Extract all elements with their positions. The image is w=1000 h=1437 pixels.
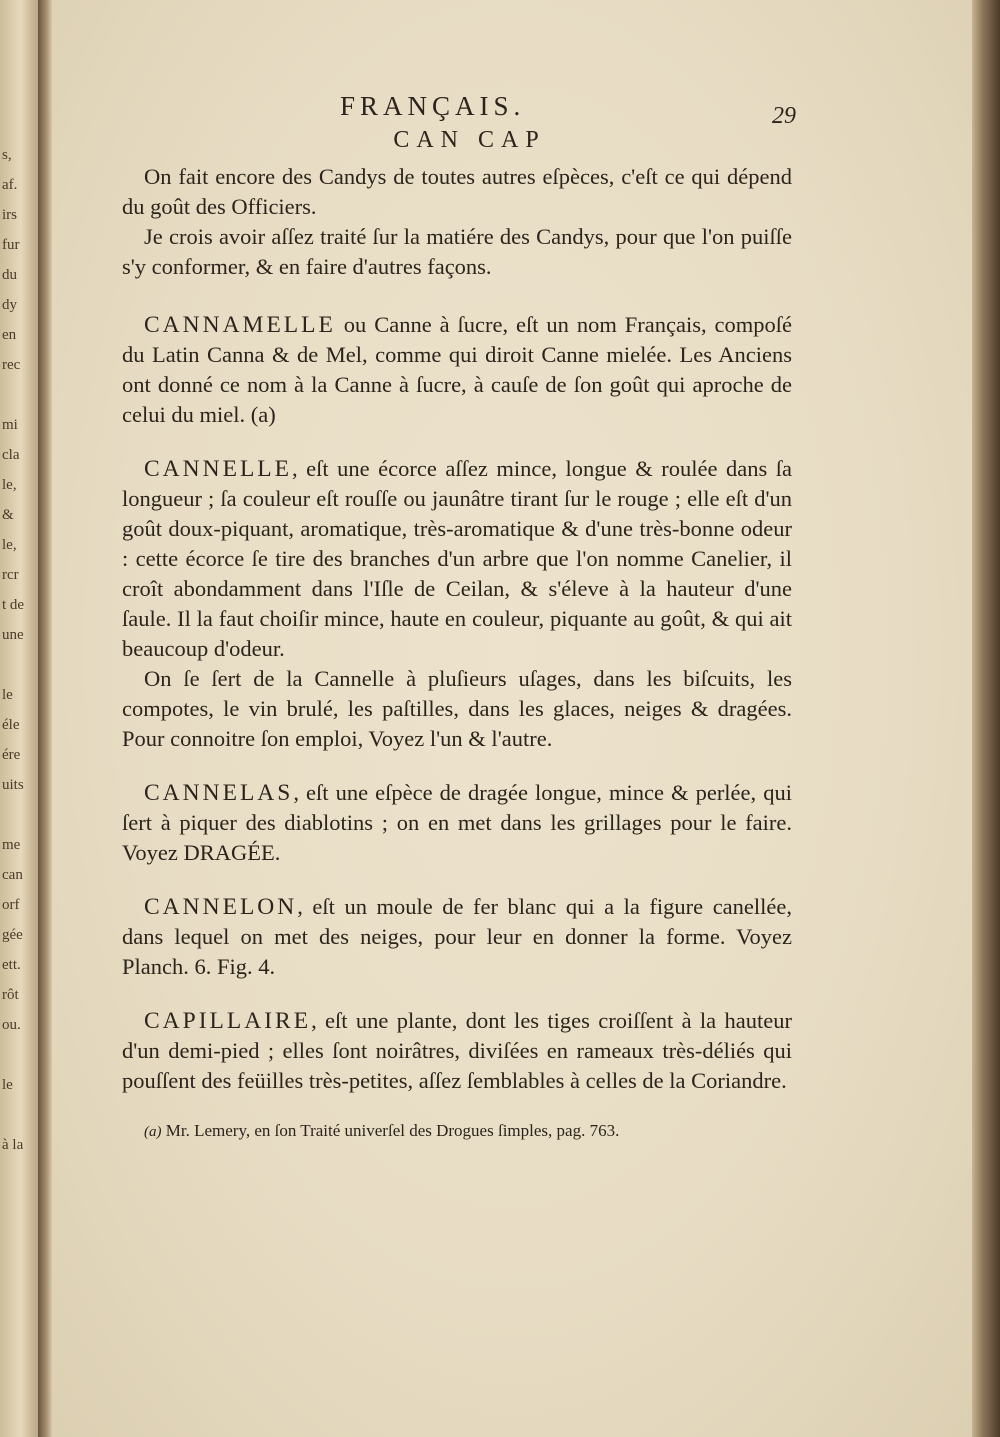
footnote-text: Mr. Lemery, en ſon Traité univerſel des Drogues ſimples, pag. 763.	[161, 1121, 620, 1140]
footnote-mark: (a)	[144, 1124, 162, 1140]
book-page	[52, 0, 972, 1437]
previous-page-fragment: cla	[2, 447, 20, 463]
previous-page-fragment: rec	[2, 357, 21, 373]
entry-cannamelle	[122, 310, 792, 430]
previous-page-fragment: une	[2, 627, 24, 643]
entry-capillaire	[122, 1006, 792, 1096]
previous-page-fragment: du	[2, 267, 17, 283]
previous-page-fragment: orf	[2, 897, 20, 913]
entry-candys-continued	[122, 162, 792, 282]
headword: CANNAMELLE	[144, 312, 336, 338]
page-content	[122, 85, 796, 1143]
previous-page-fragment: ett.	[2, 957, 21, 973]
previous-page-text-fragments	[2, 140, 34, 1160]
previous-page-fragment	[2, 380, 34, 410]
previous-page-fragment	[2, 650, 34, 680]
entry-cannelle	[122, 454, 792, 754]
running-head	[122, 85, 796, 129]
headword: CAPILLAIRE	[144, 1008, 312, 1034]
previous-page-fragment: le,	[2, 477, 17, 493]
headword: CANNELAS	[144, 780, 294, 806]
previous-page-fragment: fur	[2, 237, 20, 253]
previous-page-fragment: mi	[2, 417, 18, 433]
previous-page-fragment	[2, 1040, 34, 1070]
previous-page-fragment: can	[2, 867, 23, 883]
footnote	[122, 1120, 792, 1143]
previous-page-fragment	[2, 800, 34, 830]
previous-page-fragment: éle	[2, 717, 20, 733]
previous-page-fragment: en	[2, 327, 17, 343]
headword: CANNELON	[144, 894, 298, 920]
previous-page-fragment: rcr	[2, 567, 19, 583]
entry-text: , eſt une plante, dont les tiges croiſſent à la hauteur d'un demi-pied ; elles ſont noirâtres, diviſées en rameaux très-déliés qui pouſſent des feüilles très-petites, aſſez ſemblables à celles de la Coriandre.	[122, 1008, 792, 1093]
previous-page-fragment: me	[2, 837, 21, 853]
entry-text: , eſt une écorce aſſez mince, longue & roulée dans ſa longueur ; ſa couleur eſt rouſſe ou jaunâtre tirant ſur le rouge ; elle eſt d'un goût doux-piquant, aromatique, très-aromatique & d'une très-bonne odeur : cette écorce ſe tire des branches d'un arbre que l'on nomme Canelier, il croît abondamment dans l'Iſle de Ceilan, & s'éleve à la hauteur d'une ſaule. Il la faut choiſir mince, haute en couleur, piquante au goût, & qui ait beaucoup d'odeur.	[122, 456, 792, 661]
entry-text: ou Canne à ſucre, eſt un nom Français, compoſé du Latin Canna & de Mel, comme qui diroit Canne mielée. Les Anciens ont donné ce nom à la Canne à ſucre, à cauſe de ſon goût qui aproche de celui du miel. (a)	[122, 312, 792, 427]
previous-page-fragment: rôt	[2, 987, 19, 1003]
previous-page-fragment: irs	[2, 207, 17, 223]
previous-page-fragment: gée	[2, 927, 23, 943]
page-number: 29	[772, 103, 796, 129]
paragraph: Je crois avoir aſſez traité ſur la matiére des Candys, pour que l'on puiſſe s'y conformer, & en faire d'autres façons.	[122, 224, 792, 279]
entry-text: , eſt une eſpèce de dragée longue, mince & perlée, qui ſert à piquer des diablotins ; on en met dans les grillages pour le faire. Voyez DRAGÉE.	[122, 780, 792, 865]
previous-page-fragment: ou.	[2, 1017, 21, 1033]
running-title: FRANÇAIS.	[340, 91, 526, 121]
previous-page-fragment: s,	[2, 147, 12, 163]
previous-page-fragment: &	[2, 507, 14, 523]
previous-page-fragment: ére	[2, 747, 21, 763]
paragraph: On fait encore des Candys de toutes autres eſpèces, c'eſt ce qui dépend du goût des Officiers.	[122, 164, 792, 219]
letter-head: CAN CAP	[393, 127, 546, 153]
previous-page-fragment	[2, 1100, 34, 1130]
previous-page-edge	[0, 0, 38, 1437]
entry-text: , eſt un moule de fer blanc qui a la figure canellée, dans lequel on met des neiges, pour leur en donner la forme. Voyez Planch. 6. Fig. 4.	[122, 894, 792, 979]
previous-page-fragment: le	[2, 687, 13, 703]
headword: CANNELLE	[144, 456, 293, 482]
previous-page-fragment: à la	[2, 1137, 24, 1153]
previous-page-fragment: dy	[2, 297, 17, 313]
previous-page-fragment: uits	[2, 777, 24, 793]
entry-cannelon	[122, 892, 792, 982]
previous-page-fragment: le	[2, 1077, 13, 1093]
previous-page-fragment: le,	[2, 537, 17, 553]
previous-page-fragment: af.	[2, 177, 18, 193]
previous-page-fragment: t de	[2, 597, 25, 613]
book-gutter	[38, 0, 52, 1437]
entry-cannelas	[122, 778, 792, 868]
page-edge	[972, 0, 1000, 1437]
entry-text-continued: On ſe ſert de la Cannelle à pluſieurs uſages, dans les biſcuits, les compotes, le vin brulé, les paſtilles, dans les glaces, neiges & dragées. Pour connoitre ſon emploi, Voyez l'un & l'autre.	[122, 666, 792, 751]
